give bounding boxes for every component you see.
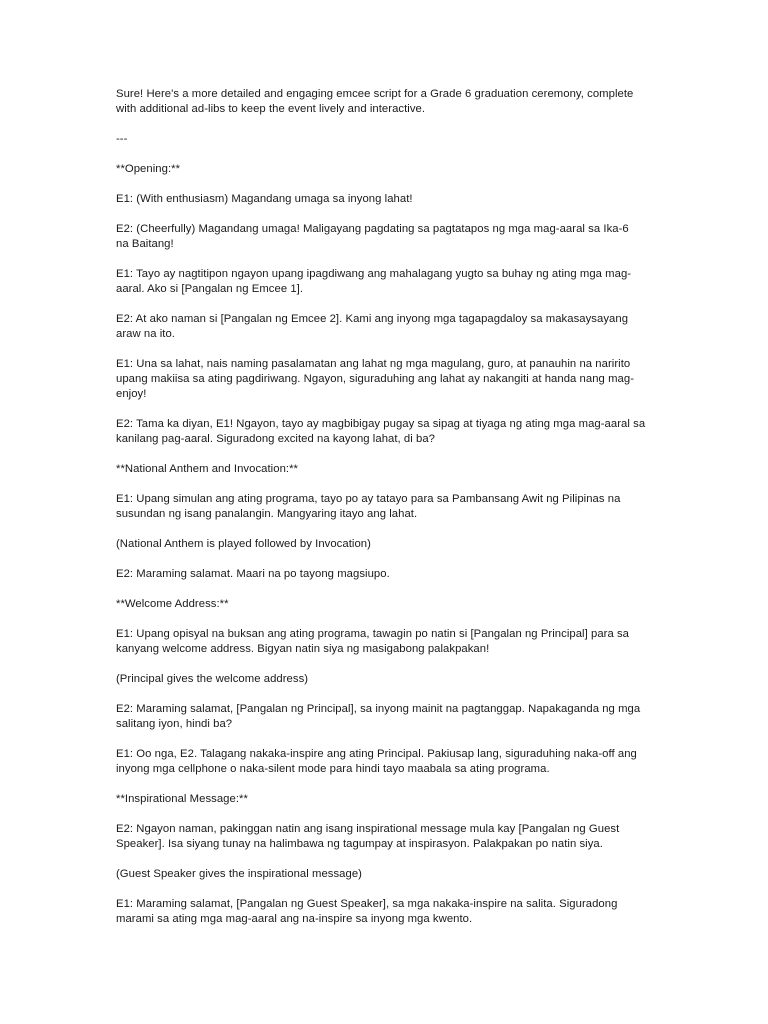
script-line: E1: Upang opisyal na buksan ang ating programa, tawagin po natin si [Pangalan ng Principal] para sa kanyang welcome address. Bigyan natin siya ng masigabong palakpakan! [116, 628, 630, 655]
section-heading-welcome: **Welcome Address:** [116, 598, 229, 610]
script-line: E1: Tayo ay nagtitipon ngayon upang ipagdiwang ang mahalagang yugto sa buhay ng ating mga mag- aaral. Ako si [Pangalan ng Emcee 1]. [116, 268, 632, 295]
script-line: E1: Maraming salamat, [Pangalan ng Guest Speaker], sa mga nakaka-inspire na salita. Siguradong marami sa ating mga mag-aaral ang na-inspire sa inyong mga kwento. [116, 898, 618, 925]
script-line: E2: Maraming salamat. Maari na po tayong magsiupo. [116, 568, 390, 580]
section-heading-anthem: **National Anthem and Invocation:** [116, 463, 298, 475]
stage-direction: (Principal gives the welcome address) [116, 673, 309, 685]
stage-direction: (Guest Speaker gives the inspirational message) [116, 868, 362, 880]
script-line: E2: (Cheerfully) Magandang umaga! Maligayang pagdating sa pagtatapos ng mga mag-aaral sa Ika-6 na Baitang! [116, 223, 629, 250]
script-line: E1: Oo nga, E2. Talagang nakaka-inspire ang ating Principal. Pakiusap lang, siguraduhing naka-off ang inyong mga cellphone o naka-silent mode para hindi tayo maabala sa ating programa. [116, 748, 637, 775]
script-line: E2: Tama ka diyan, E1! Ngayon, tayo ay magbibigay pugay sa sipag at tiyaga ng ating mga mag-aaral sa kanilang pag-aaral. Siguradong excited na kayong lahat, di ba? [116, 418, 646, 445]
script-line: E1: Una sa lahat, nais naming pasalamatan ang lahat ng mga magulang, guro, at panauhin na naririto upang makiisa sa ating pagdiriwang. Ngayon, siguraduhing ang lahat ay nakangiti at handa nang mag- enjoy! [116, 358, 635, 400]
stage-direction: (National Anthem is played followed by Invocation) [116, 538, 371, 550]
script-line: E2: At ako naman si [Pangalan ng Emcee 2]. Kami ang inyong mga tagapagdaloy sa makasaysayang araw na ito. [116, 313, 629, 340]
script-line: E2: Ngayon naman, pakinggan natin ang isang inspirational message mula kay [Pangalan ng Guest Speaker]. Isa siyang tunay na halimbawa ng tagumpay at inspirasyon. Palakpakan po natin siya. [116, 823, 620, 850]
script-line: E1: Upang simulan ang ating programa, tayo po ay tatayo para sa Pambansang Awit ng Pilipinas na susundan ng isang panalangin. Mangyaring itayo ang lahat. [116, 493, 621, 520]
document-body [116, 87, 664, 927]
intro-paragraph: Sure! Here's a more detailed and engaging emcee script for a Grade 6 graduation ceremony, complete with additional ad-libs to keep the event lively and interactive. [116, 88, 634, 115]
script-line: E2: Maraming salamat, [Pangalan ng Principal], sa inyong mainit na pagtanggap. Napakaganda ng mga salitang iyon, hindi ba? [116, 703, 641, 730]
separator: --- [116, 133, 128, 145]
section-heading-inspirational: **Inspirational Message:** [116, 793, 248, 805]
script-line: E1: (With enthusiasm) Magandang umaga sa inyong lahat! [116, 193, 413, 205]
section-heading-opening: **Opening:** [116, 163, 181, 175]
